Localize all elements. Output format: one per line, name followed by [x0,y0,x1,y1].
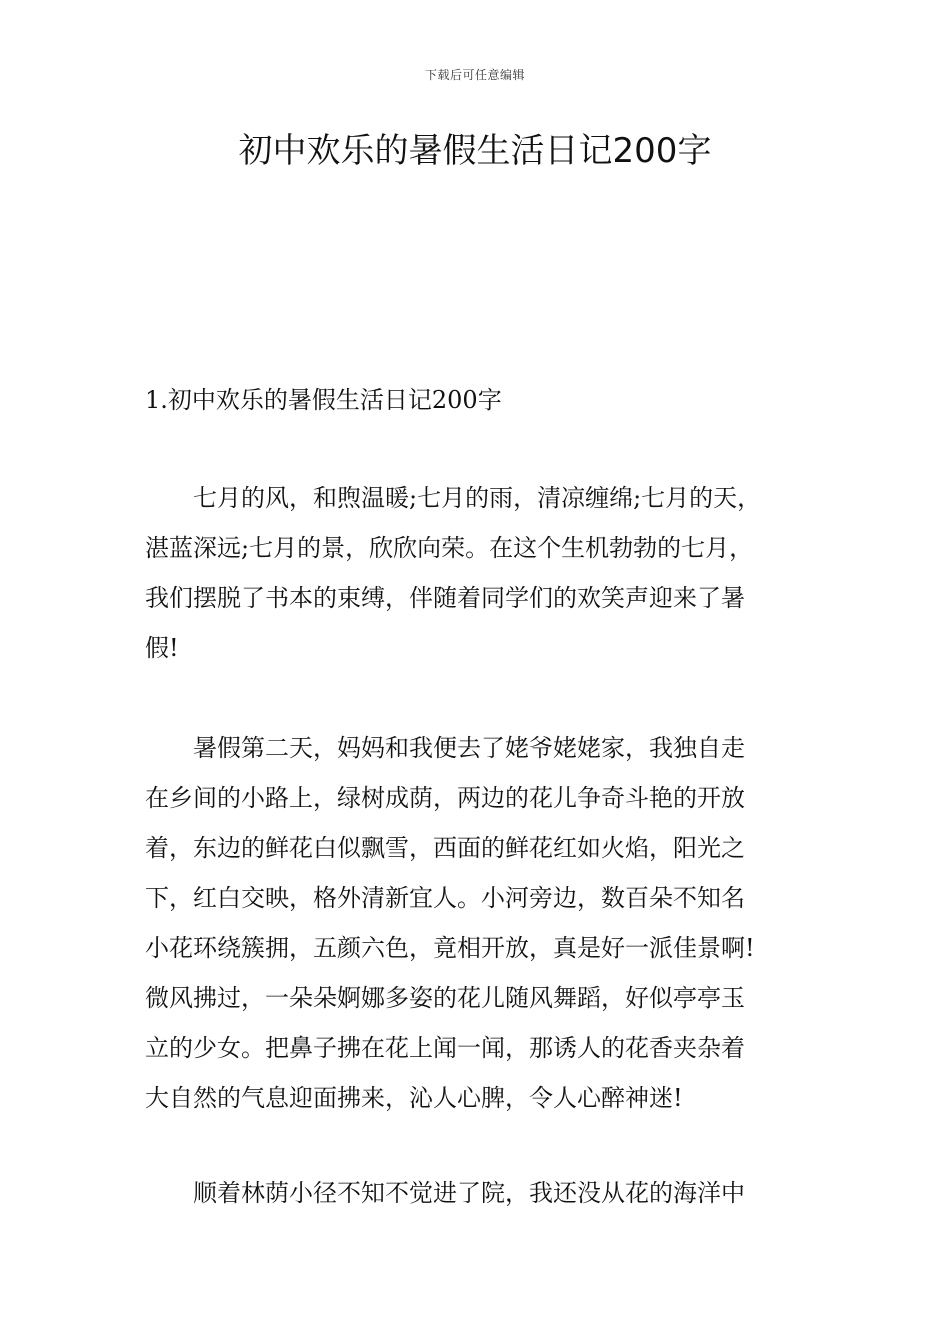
paragraph-line: 在乡间的小路上，绿树成荫，两边的花儿争奇斗艳的开放 [145,784,745,812]
paragraph-line: 着，东边的鲜花白似飘雪，西面的鲜花红如火焰，阳光之 [145,834,745,862]
paragraph-line: 下，红白交映，格外清新宜人。小河旁边，数百朵不知名 [145,884,745,912]
download-note: 下载后可任意编辑 [424,68,525,82]
paragraph-3 [145,1168,810,1218]
paragraph-line: 立的少女。把鼻子拂在花上闻一闻，那诱人的花香夹杂着 [145,1034,745,1062]
paragraph-line: 湛蓝深远;七月的景，欣欣向荣。在这个生机勃勃的七月， [145,534,754,562]
paragraph-line: 我们摆脱了书本的束缚，伴随着同学们的欢笑声迎来了暑 [145,584,745,612]
section-heading: 1.初中欢乐的暑假生活日记200字 [145,386,502,414]
paragraph-line: 暑假第二天，妈妈和我便去了姥爷姥姥家，我独自走 [193,734,745,762]
paragraph-line: 微风拂过，一朵朵婀娜多姿的花儿随风舞蹈，好似亭亭玉 [145,984,745,1012]
paragraph-line: 大自然的气息迎面拂来，沁人心脾，令人心醉神迷! [145,1084,683,1112]
paragraph-line: 顺着林荫小径不知不觉进了院，我还没从花的海洋中 [193,1179,745,1207]
paragraph-line: 七月的风，和煦温暖;七月的雨，清凉缠绵;七月的天， [193,484,762,512]
paragraph-line: 假! [145,634,179,662]
document-title: 初中欢乐的暑假生活日记200字 [238,131,712,171]
paragraph-1 [145,473,810,673]
paragraph-line: 小花环绕簇拥，五颜六色，竟相开放，真是好一派佳景啊! [145,934,755,962]
paragraph-2 [145,723,810,1123]
